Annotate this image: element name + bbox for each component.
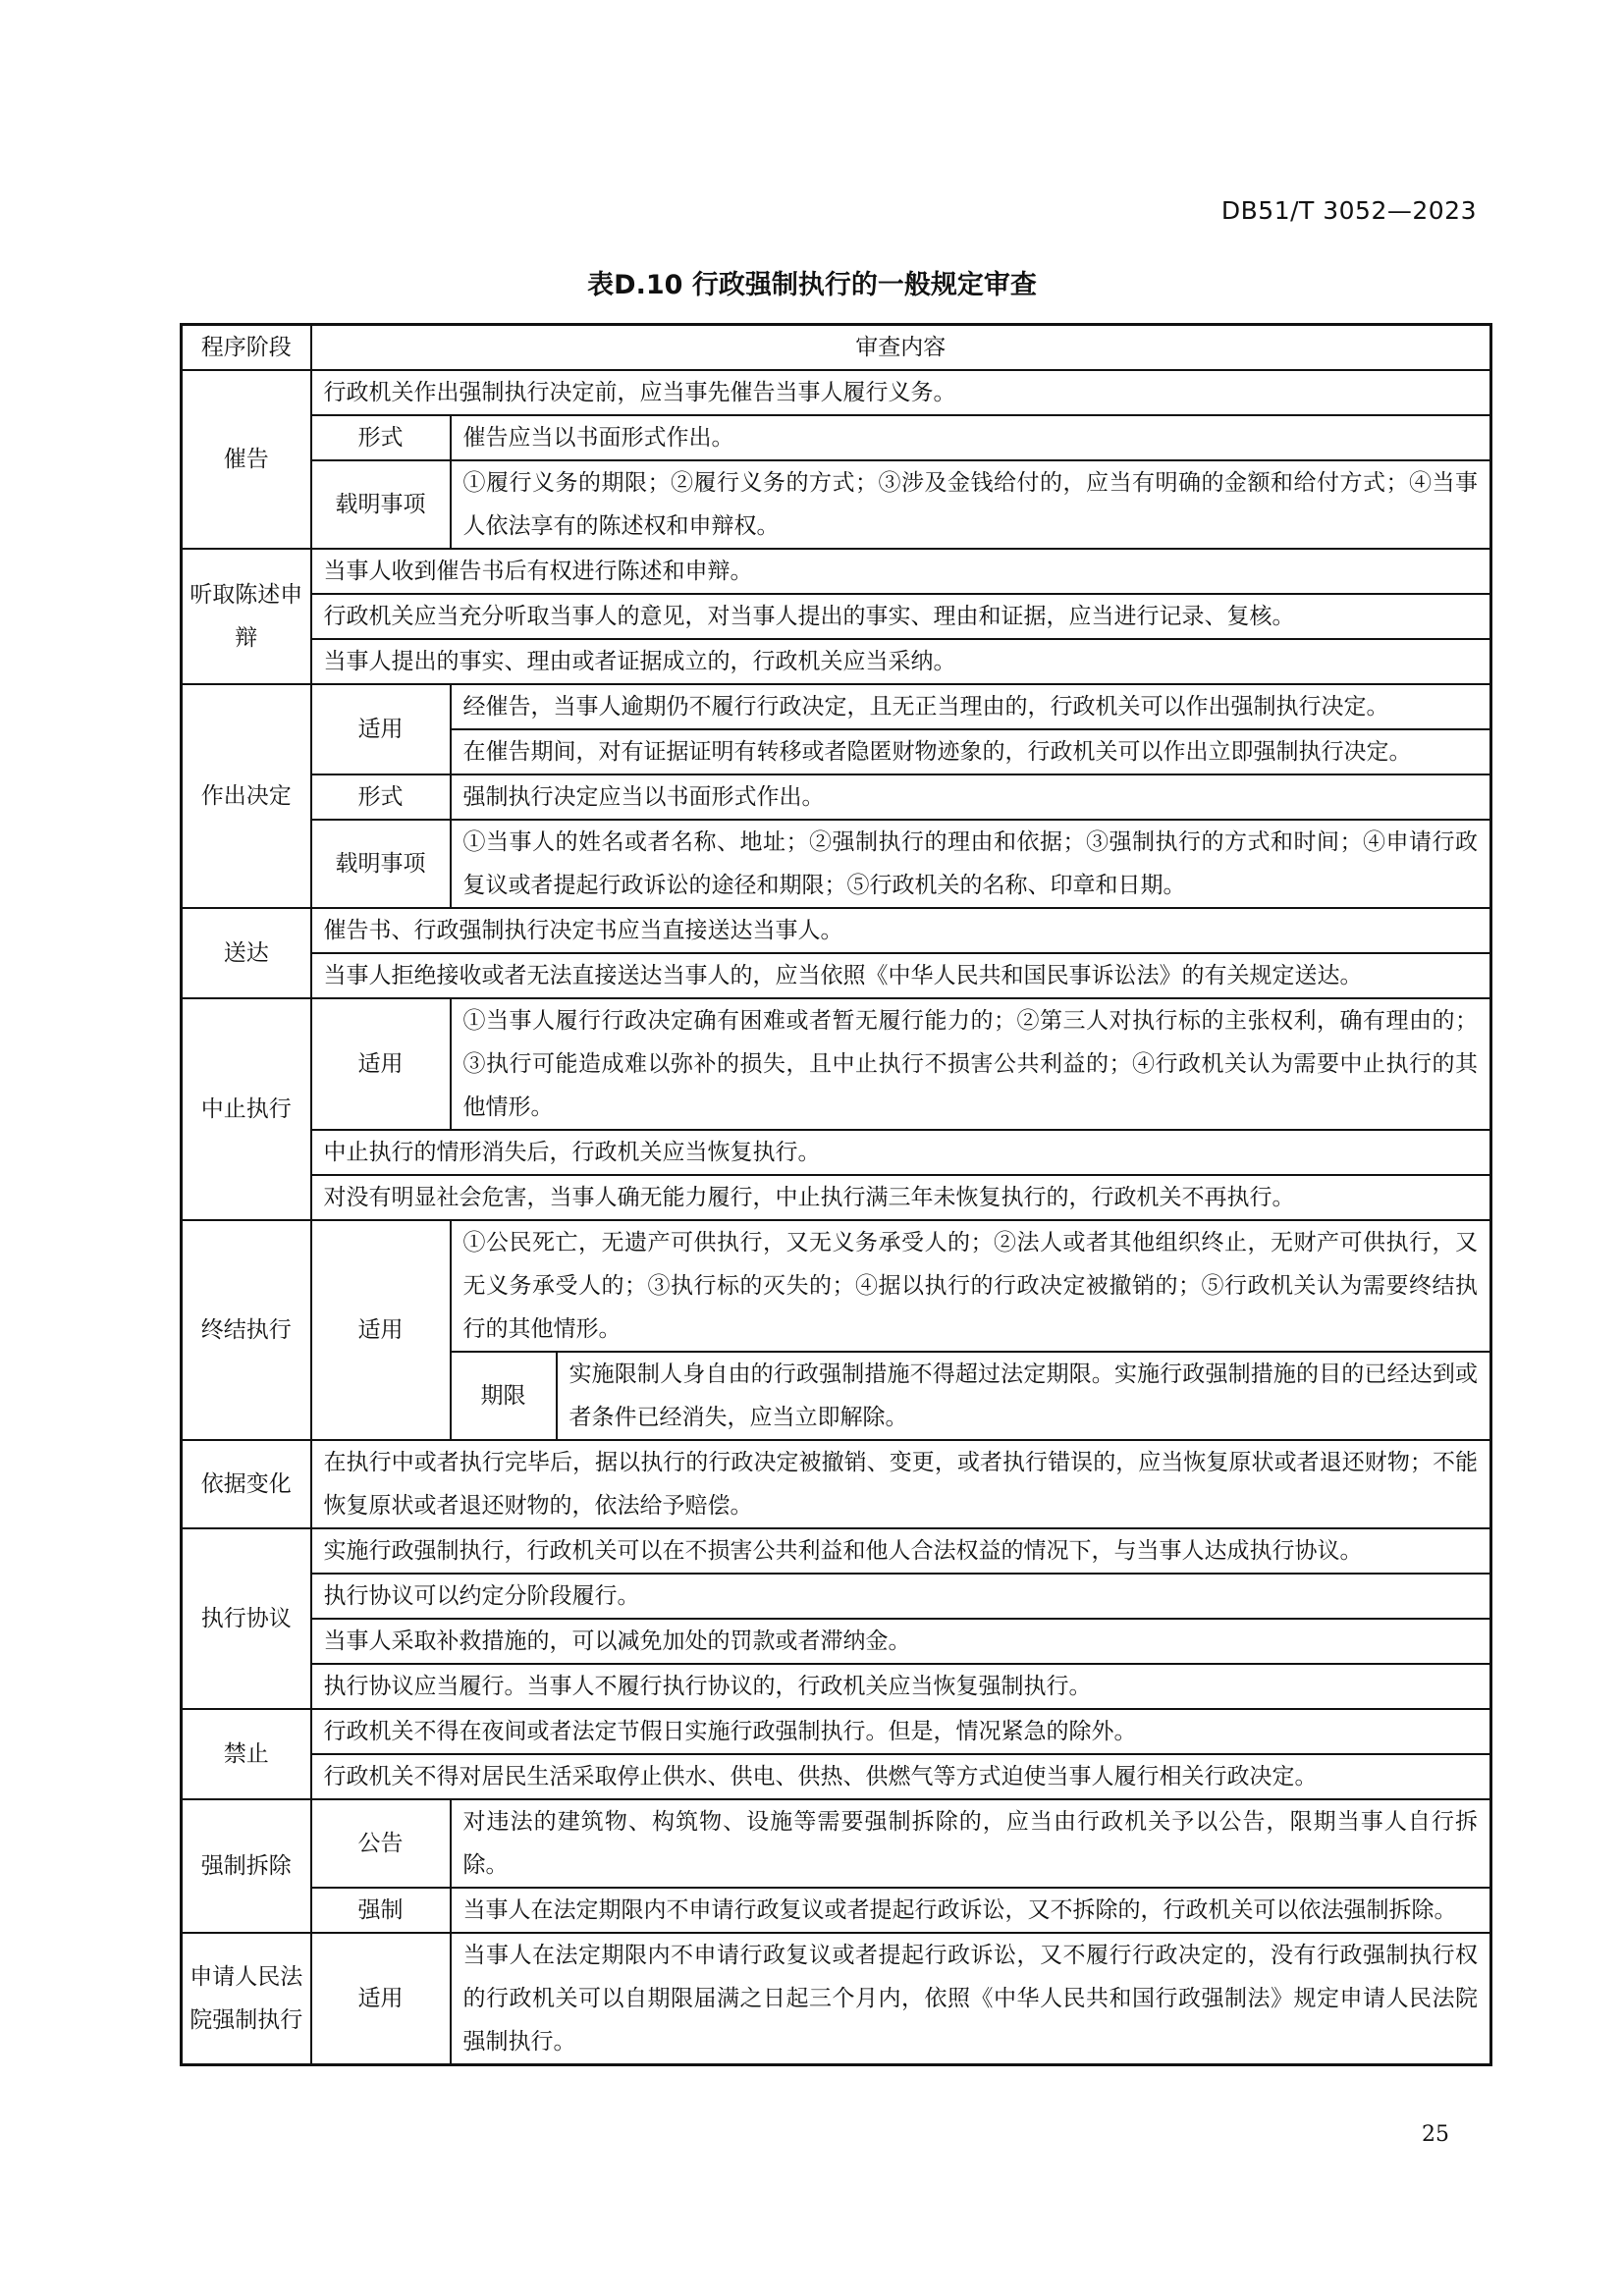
stage-cell: 作出决定	[182, 684, 311, 908]
table-row	[182, 1220, 1491, 1352]
content-cell: ①当事人的姓名或者名称、地址；②强制执行的理由和依据；③强制执行的方式和时间；④申请行政复议或者提起行政诉讼的途径和期限；⑤行政机关的名称、印章和日期。	[451, 820, 1491, 908]
content-cell: 中止执行的情形消失后，行政机关应当恢复执行。	[311, 1130, 1491, 1175]
table-row	[182, 1709, 1491, 1754]
content-cell: 当事人在法定期限内不申请行政复议或者提起行政诉讼，又不履行行政决定的，没有行政强制执行权的行政机关可以自期限届满之日起三个月内，依照《中华人民共和国行政强制法》规定申请人民法院强制执行。	[451, 1933, 1491, 2065]
stage-cell: 强制拆除	[182, 1799, 311, 1933]
table-row	[182, 774, 1491, 820]
table-row	[182, 639, 1491, 684]
content-cell: 对违法的建筑物、构筑物、设施等需要强制拆除的，应当由行政机关予以公告，限期当事人自行拆除。	[451, 1799, 1491, 1888]
sub-stage-cell: 适用	[311, 1220, 451, 1440]
sub-stage-cell: 强制	[311, 1888, 451, 1933]
sub-stage-cell: 期限	[451, 1352, 557, 1440]
table-row	[182, 1799, 1491, 1888]
stage-cell: 听取陈述申辩	[182, 549, 311, 684]
table-title: 表D.10 行政强制执行的一般规定审查	[587, 270, 1037, 300]
standard-number: DB51/T 3052—2023	[1220, 196, 1477, 225]
content-cell: 执行协议可以约定分阶段履行。	[311, 1574, 1491, 1619]
stage-cell: 终结执行	[182, 1220, 311, 1440]
content-cell: 实施限制人身自由的行政强制措施不得超过法定期限。实施行政强制措施的目的已经达到或者条件已经消失，应当立即解除。	[557, 1352, 1491, 1440]
table-row	[182, 953, 1491, 998]
sub-stage-cell: 载明事项	[311, 820, 451, 908]
stage-cell: 送达	[182, 908, 311, 998]
sub-stage-cell: 适用	[311, 684, 451, 774]
content-cell: 当事人提出的事实、理由或者证据成立的，行政机关应当采纳。	[311, 639, 1491, 684]
table-row	[182, 1619, 1491, 1664]
sub-stage-cell: 形式	[311, 415, 451, 460]
table-row	[182, 1754, 1491, 1799]
content-cell: ①当事人履行行政决定确有困难或者暂无履行能力的；②第三人对执行标的主张权利，确有理由的；③执行可能造成难以弥补的损失，且中止执行不损害公共利益的；④行政机关认为需要中止执行的其他情形。	[451, 998, 1491, 1130]
content-cell: 实施行政强制执行，行政机关可以在不损害公共利益和他人合法权益的情况下，与当事人达成执行协议。	[311, 1528, 1491, 1574]
table-row	[182, 820, 1491, 908]
table-header-row	[182, 325, 1491, 371]
table-row	[182, 415, 1491, 460]
table-row	[182, 594, 1491, 639]
table-row	[182, 549, 1491, 594]
review-table	[180, 323, 1492, 2066]
table-row	[182, 908, 1491, 953]
content-cell: 行政机关不得对居民生活采取停止供水、供电、供热、供燃气等方式迫使当事人履行相关行政决定。	[311, 1754, 1491, 1799]
table-row	[182, 1574, 1491, 1619]
content-cell: ①公民死亡，无遗产可供执行，又无义务承受人的；②法人或者其他组织终止，无财产可供执行，又无义务承受人的；③执行标的灭失的；④据以执行的行政决定被撤销的；⑤行政机关认为需要终结执行的其他情形。	[451, 1220, 1491, 1352]
table-row	[182, 998, 1491, 1130]
page-number: 25	[1422, 2122, 1449, 2147]
table-row	[182, 1888, 1491, 1933]
content-cell: 当事人收到催告书后有权进行陈述和申辩。	[311, 549, 1491, 594]
stage-cell: 催告	[182, 370, 311, 549]
table-row	[182, 1528, 1491, 1574]
table-row	[182, 460, 1491, 549]
content-cell: 当事人在法定期限内不申请行政复议或者提起行政诉讼，又不拆除的，行政机关可以依法强制拆除。	[451, 1888, 1491, 1933]
sub-stage-cell: 适用	[311, 1933, 451, 2065]
table-row	[182, 1664, 1491, 1709]
header-content: 审查内容	[311, 325, 1491, 371]
table-row	[182, 370, 1491, 415]
stage-cell: 申请人民法院强制执行	[182, 1933, 311, 2065]
table-row	[182, 1440, 1491, 1528]
content-cell: 强制执行决定应当以书面形式作出。	[451, 774, 1491, 820]
sub-stage-cell: 适用	[311, 998, 451, 1130]
content-cell: 当事人采取补救措施的，可以减免加处的罚款或者滞纳金。	[311, 1619, 1491, 1664]
content-cell: 行政机关不得在夜间或者法定节假日实施行政强制执行。但是，情况紧急的除外。	[311, 1709, 1491, 1754]
content-cell: 在催告期间，对有证据证明有转移或者隐匿财物迹象的，行政机关可以作出立即强制执行决定。	[451, 729, 1491, 774]
sub-stage-cell: 公告	[311, 1799, 451, 1888]
table-row	[182, 1130, 1491, 1175]
table-row	[182, 684, 1491, 729]
content-cell: 在执行中或者执行完毕后，据以执行的行政决定被撤销、变更，或者执行错误的，应当恢复原状或者退还财物；不能恢复原状或者退还财物的，依法给予赔偿。	[311, 1440, 1491, 1528]
stage-cell: 禁止	[182, 1709, 311, 1799]
content-cell: ①履行义务的期限；②履行义务的方式；③涉及金钱给付的，应当有明确的金额和给付方式；④当事人依法享有的陈述权和申辩权。	[451, 460, 1491, 549]
content-cell: 经催告，当事人逾期仍不履行行政决定，且无正当理由的，行政机关可以作出强制执行决定。	[451, 684, 1491, 729]
sub-stage-cell: 形式	[311, 774, 451, 820]
stage-cell: 执行协议	[182, 1528, 311, 1709]
content-cell: 对没有明显社会危害，当事人确无能力履行，中止执行满三年未恢复执行的，行政机关不再执行。	[311, 1175, 1491, 1220]
content-cell: 催告书、行政强制执行决定书应当直接送达当事人。	[311, 908, 1491, 953]
stage-cell: 中止执行	[182, 998, 311, 1220]
sub-stage-cell: 载明事项	[311, 460, 451, 549]
table-row	[182, 1933, 1491, 2065]
content-cell: 催告应当以书面形式作出。	[451, 415, 1491, 460]
content-cell: 行政机关作出强制执行决定前，应当事先催告当事人履行义务。	[311, 370, 1491, 415]
content-cell: 执行协议应当履行。当事人不履行执行协议的，行政机关应当恢复强制执行。	[311, 1664, 1491, 1709]
table-row	[182, 1175, 1491, 1220]
content-cell: 当事人拒绝接收或者无法直接送达当事人的，应当依照《中华人民共和国民事诉讼法》的有关规定送达。	[311, 953, 1491, 998]
stage-cell: 依据变化	[182, 1440, 311, 1528]
header-stage: 程序阶段	[182, 325, 311, 371]
content-cell: 行政机关应当充分听取当事人的意见，对当事人提出的事实、理由和证据，应当进行记录、复核。	[311, 594, 1491, 639]
